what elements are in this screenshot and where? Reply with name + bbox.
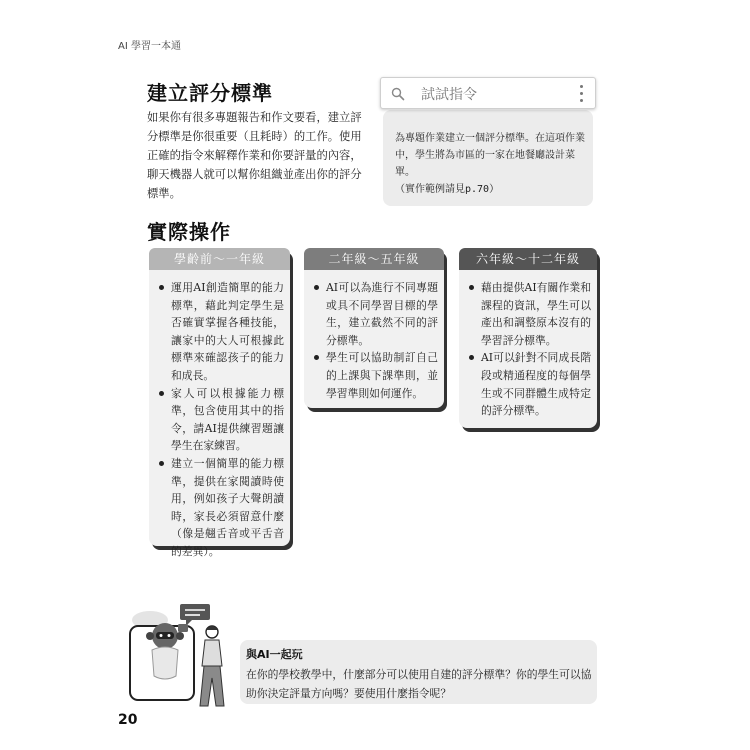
speech-bubble-icon <box>178 604 210 632</box>
prompt-search-bar[interactable] <box>380 77 596 109</box>
grade-card-grades-2-5 <box>304 248 444 408</box>
list-item: AI可以為進行不同專題或具不同學習目標的學生，建立截然不同的評分標準。 <box>312 279 438 349</box>
section-title-rubrics: 建立評分標準 <box>147 81 273 105</box>
illustration <box>120 598 250 710</box>
list-item: 建立一個簡單的能力標準，提供在家閱讀時使用，例如孩子大聲朗讀時，家長必須留意什麼（像是翹舌音或平舌音的差異）。 <box>157 455 284 561</box>
search-placeholder: 試試指令 <box>421 87 477 103</box>
more-vertical-icon[interactable] <box>580 85 583 102</box>
prompt-note: （實作範例請見p.70） <box>395 184 500 195</box>
prompt-text <box>395 130 587 198</box>
list-item: 運用AI創造簡單的能力標準，藉此判定學生是否確實掌握各種技能，讓家中的大人可根據此標準來確認孩子的能力和成長。 <box>157 279 284 385</box>
grade-card-header: 六年級～十二年級 <box>459 248 597 270</box>
grade-card-preschool <box>149 248 290 558</box>
play-with-ai-title: 與AI一起玩 <box>246 648 303 661</box>
list-item: 學生可以協助制訂自己的上課與下課準則，並學習準則如何運作。 <box>312 349 438 402</box>
list-item: AI可以針對不同成長階段或精通程度的每個學生或不同群體生成特定的評分標準。 <box>467 349 591 419</box>
prompt-body: 為專題作業建立一個評分標準。在這項作業中，學生將為市區的一家在地餐廳設計菜單。 <box>395 133 585 178</box>
search-icon <box>391 87 405 101</box>
grade-card-header: 學齡前～一年級 <box>149 248 290 270</box>
play-with-ai-text: 在你的學校教學中，什麼部分可以使用自建的評分標準？你的學生可以協助你決定評量方向嗎？要使用什麼指令呢？ <box>246 668 592 700</box>
list-item: 家人可以根據能力標準，包含使用其中的指令，請AI提供練習題讓學生在家練習。 <box>157 385 284 455</box>
section-title-practice: 實際操作 <box>147 220 231 244</box>
grade-card-header: 二年級～五年級 <box>304 248 444 270</box>
list-item: 藉由提供AI有關作業和課程的資訊，學生可以產出和調整原本沒有的學習評分標準。 <box>467 279 591 349</box>
grade-card-grades-6-12 <box>459 248 597 428</box>
teacher-figure-icon <box>200 626 224 706</box>
running-title: AI 學習一本通 <box>118 41 181 52</box>
intro-paragraph: 如果你有很多專題報告和作文要看，建立評分標準是你很重要（且耗時）的工作。使用正確的指令來解釋作業和你要評量的內容，聊天機器人就可以幫你組織並產出你的評分標準。 <box>147 111 362 200</box>
page-number: 20 <box>118 712 138 728</box>
